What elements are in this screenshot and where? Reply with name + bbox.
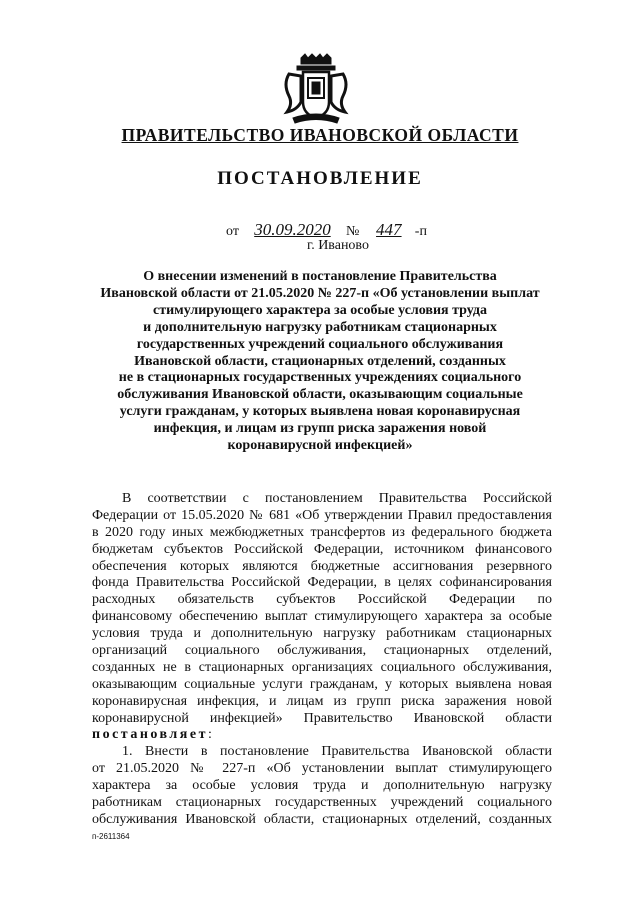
- date-number-line: [226, 220, 427, 240]
- document-title: [80, 269, 560, 455]
- document-date: 30.09.2020: [254, 220, 331, 239]
- title-line: О внесении изменений в постановление Правительства: [143, 269, 497, 284]
- title-line: стимулирующего характера за особые условия труда: [153, 302, 487, 318]
- document-body: [92, 491, 552, 829]
- number-prefix: №: [345, 224, 360, 239]
- clause-line: обслуживания Ивановской области, стационарных отделений, созданных: [92, 811, 552, 827]
- document-code: п-2611364: [92, 832, 130, 841]
- title-line: инфекция, и лицам из групп риска заражения новой: [153, 421, 487, 437]
- resolves-line: [92, 727, 552, 744]
- number-suffix: -п: [414, 224, 427, 239]
- title-line: обслуживания Ивановской области, оказывающим социальные: [117, 387, 523, 403]
- organization-heading: ПРАВИТЕЛЬСТВО ИВАНОВСКОЙ ОБЛАСТИ: [121, 125, 519, 145]
- body-line: условия труда и дополнительную нагрузку работникам стационарных: [92, 626, 552, 642]
- title-line: коронавирусной инфекцией»: [227, 438, 413, 454]
- body-line: В соответствии с постановлением Правительства Российской: [122, 491, 552, 506]
- body-line: коронавирусной инфекцией» Правительство Ивановской области: [92, 710, 552, 726]
- city: г. Иваново: [307, 238, 369, 253]
- date-prefix: от: [226, 224, 239, 239]
- clause-line: характера за особые условия труда и дополнительную нагрузку: [92, 778, 552, 794]
- body-line: бюджетам субъектов Российской Федерации, источником финансового: [92, 541, 552, 557]
- coat-of-arms-emblem: [281, 52, 351, 128]
- body-line: организаций социального обслуживания, стационарных отделений,: [92, 643, 552, 659]
- body-line: коронавирусная инфекция, и лицам из групп риска заражения новой: [92, 693, 552, 709]
- body-line: фонда Правительства Российской Федерации, в целях софинансирования: [92, 575, 552, 591]
- title-line: не в стационарных государственных учреждениях социального: [118, 370, 522, 386]
- clause-line: 1. Внести в постановление Правительства Ивановской области: [122, 744, 552, 760]
- document-number: 447: [376, 220, 402, 239]
- title-line: и дополнительную нагрузку работникам стационарных: [143, 319, 497, 335]
- title-line: Ивановской области, стационарных отделений, созданных: [134, 353, 506, 369]
- document-type-heading: ПОСТАНОВЛЕНИЕ: [217, 168, 423, 189]
- body-line: созданных не в стационарных организациях социального обслуживания,: [92, 659, 552, 675]
- title-line: Ивановской области от 21.05.2020 № 227-п «Об установлении выплат: [100, 285, 540, 301]
- body-line: в 2020 году иных межбюджетных трансфертов из федерального бюджета: [92, 524, 552, 540]
- body-line: обеспечения которых являются бюджетные ассигнования резервного: [92, 558, 552, 574]
- clause-line: работникам стационарных государственных учреждений социального: [92, 795, 552, 811]
- resolves-colon: :: [207, 727, 212, 743]
- body-line: финансовому обеспечению выплат стимулирующего характера за особые: [92, 609, 552, 625]
- body-line: Федерации от 15.05.2020 № 681 «Об утверждении Правил предоставления: [92, 507, 552, 523]
- body-line: расходных обязательств субъектов Российской Федерации по: [92, 592, 552, 608]
- title-line: государственных учреждений социального обслуживания: [136, 336, 504, 352]
- title-line: услуги гражданам, у которых выявлена новая коронавирусная: [119, 404, 521, 420]
- resolves-word: постановляет: [92, 727, 208, 743]
- body-line: оказывающим социальные услуги гражданам, у которых выявлена новая: [92, 676, 552, 692]
- clause-line: от 21.05.2020 № 227-п «Об установлении выплат стимулирующего: [92, 761, 552, 777]
